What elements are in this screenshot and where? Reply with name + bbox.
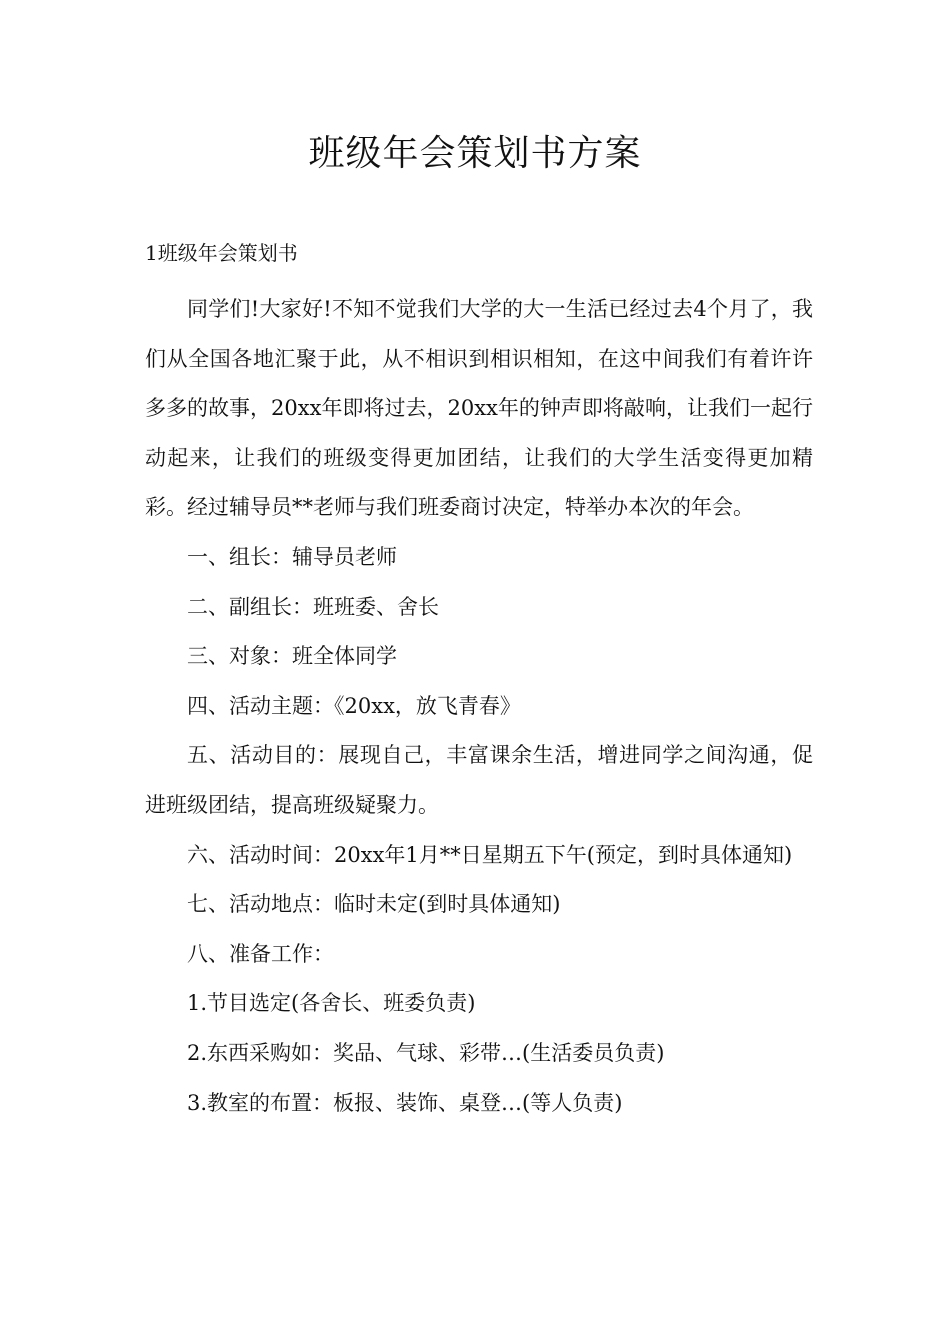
prep-item-2: 2.东西采购如：奖品、气球、彩带…(生活委员负责)	[187, 1040, 665, 1065]
item-audience: 三、对象：班全体同学	[187, 644, 397, 669]
document-body	[145, 285, 813, 1128]
item-deputy-leader: 二、副组长：班班委、舍长	[187, 594, 439, 619]
item-preparation: 八、准备工作：	[187, 941, 334, 966]
prep-item-1: 1.节目选定(各舍长、班委负责)	[187, 991, 476, 1016]
item-purpose: 五、活动目的：展现自己，丰富课余生活，增进同学之间沟通，促进班级团结，提高班级疑聚力。	[145, 743, 813, 817]
prep-item-3: 3.教室的布置：板报、装饰、桌登…(等人负责)	[187, 1090, 623, 1115]
item-theme: 四、活动主题：《20xx，放飞青春》	[187, 693, 521, 718]
item-leader: 一、组长：辅导员老师	[187, 544, 397, 569]
item-location: 七、活动地点：临时未定(到时具体通知)	[187, 892, 561, 917]
section-heading: 1班级年会策划书	[145, 241, 298, 265]
intro-paragraph: 同学们!大家好!不知不觉我们大学的大一生活已经过去4个月了，我们从全国各地汇聚于此，从不相识到相识相知，在这中间我们有着许许多多的故事，20xx年即将过去，20xx年的钟声即将敲响，让我们一起行动起来，让我们的班级变得更加团结，让我们的大学生活变得更加精彩。经过辅导员**老师与我们班委商讨决定，特举办本次的年会。	[145, 297, 813, 520]
document-title: 班级年会策划书方案	[308, 133, 642, 174]
item-time: 六、活动时间：20xx年1月**日星期五下午(预定，到时具体通知)	[187, 842, 793, 867]
